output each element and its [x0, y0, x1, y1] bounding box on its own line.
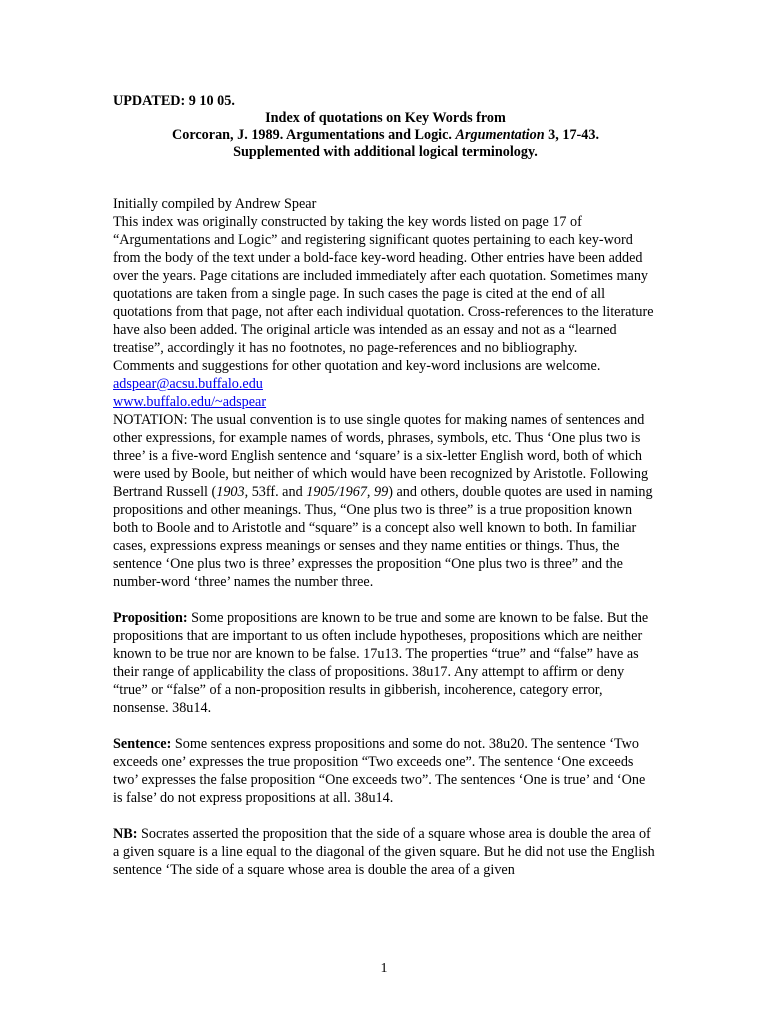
entry-term: NB:	[113, 826, 138, 842]
russell-ref-99: 99	[374, 484, 389, 500]
title-line-1: Index of quotations on Key Words from	[265, 110, 506, 126]
entry-term: Proposition:	[113, 610, 188, 626]
title-line-2	[113, 127, 658, 144]
notation-text-3: ,	[366, 484, 375, 500]
title-line-3: Supplemented with additional logical terminology.	[233, 144, 538, 160]
notation-paragraph	[113, 411, 658, 591]
compiled-by: Initially compiled by Andrew Spear	[113, 196, 317, 212]
notation-text-1: NOTATION: The usual convention is to use single quotes for making names of sentences and other expressions, for example names of words, phrases, symbols, etc. Thus ‘One plus two is three’ is a five-word English sentence and ‘square’ is a six-letter English word, both of which were used by Boole, but neither of which would have been recognized by Aristotle. Following Bertrand Russell (	[113, 412, 649, 500]
comments-invitation: Comments and suggestions for other quotation and key-word inclusions are welcome.	[113, 358, 601, 374]
intro-description: This index was originally constructed by taking the key words listed on page 17 of “Argumentations and Logic” and registering significant quotes pertaining to each key-word from the body of the text under a bold-face key-word heading. Other entries have been added over the years. Page citations are included immediately after each quotation. Sometimes many quotations are taken from a single page. In such cases the page is cited at the end of all quotations from that page, not after each individual quotation. Cross-references to the literature have also been added. The original article was intended as an essay and not as a “learned treatise”, accordingly it has no footnotes, no page-references and no bibliography.	[113, 214, 654, 356]
entry-text: Some propositions are known to be true and some are known to be false. But the propositions that are important to us often include hypotheses, propositions which are neither known to be true nor are known to be false. 17u13. The properties “true” and “false” have as their range of applicability the class of propositions. 38u17. Any attempt to affirm or deny “true” or “false” of a non-proposition results in gibberish, incoherence, category error, nonsense. 38u14.	[113, 610, 649, 716]
notation-text-2: , 53ff. and	[244, 484, 307, 500]
journal-volume: 3, 17-43.	[544, 127, 599, 143]
entry-sentence	[113, 735, 658, 807]
website-link[interactable]: www.buffalo.edu/~adspear	[113, 394, 267, 410]
email-link[interactable]: adspear@acsu.buffalo.edu	[113, 376, 263, 392]
page-content	[113, 93, 658, 879]
notation-text-4: ) and others, double quotes are used in naming propositions and other meanings. Thus, “One plus two is three” is a true proposition known both to Boole and to Aristotle and “square” is a concept also well known to both. In familiar cases, expressions express meanings or senses and they name entities or things. Thus, the sentence ‘One plus two is three’ expresses the proposition “One plus two is three” and the number-word ‘three’ names the number three.	[113, 484, 653, 590]
journal-name: Argumentation	[455, 127, 545, 143]
website-line	[113, 393, 658, 411]
entry-nb	[113, 825, 658, 879]
email-line	[113, 375, 658, 393]
entry-text: Socrates asserted the proposition that the side of a square whose area is double the area of a given square is a line equal to the diagonal of the given square. But he did not use the English sentence ‘The side of a square whose area is double the area of a given	[113, 826, 655, 878]
russell-ref-1905: 1905/1967	[306, 484, 367, 500]
title-citation: Corcoran, J. 1989. Argumentations and Logic.	[172, 127, 456, 143]
entry-term: Sentence:	[113, 736, 172, 752]
page-number: 1	[380, 961, 388, 976]
entry-proposition	[113, 609, 658, 717]
russell-ref-1903: 1903	[216, 484, 245, 500]
updated-date: UPDATED: 9 10 05.	[113, 93, 235, 109]
entry-text: Some sentences express propositions and some do not. 38u20. The sentence ‘Two exceeds one’ expresses the true proposition “Two exceeds one”. The sentence ‘One exceeds two’ expresses the false proposition “One exceeds two”. The sentences ‘One is true’ and ‘One is false’ do not express propositions at all. 38u14.	[113, 736, 646, 806]
